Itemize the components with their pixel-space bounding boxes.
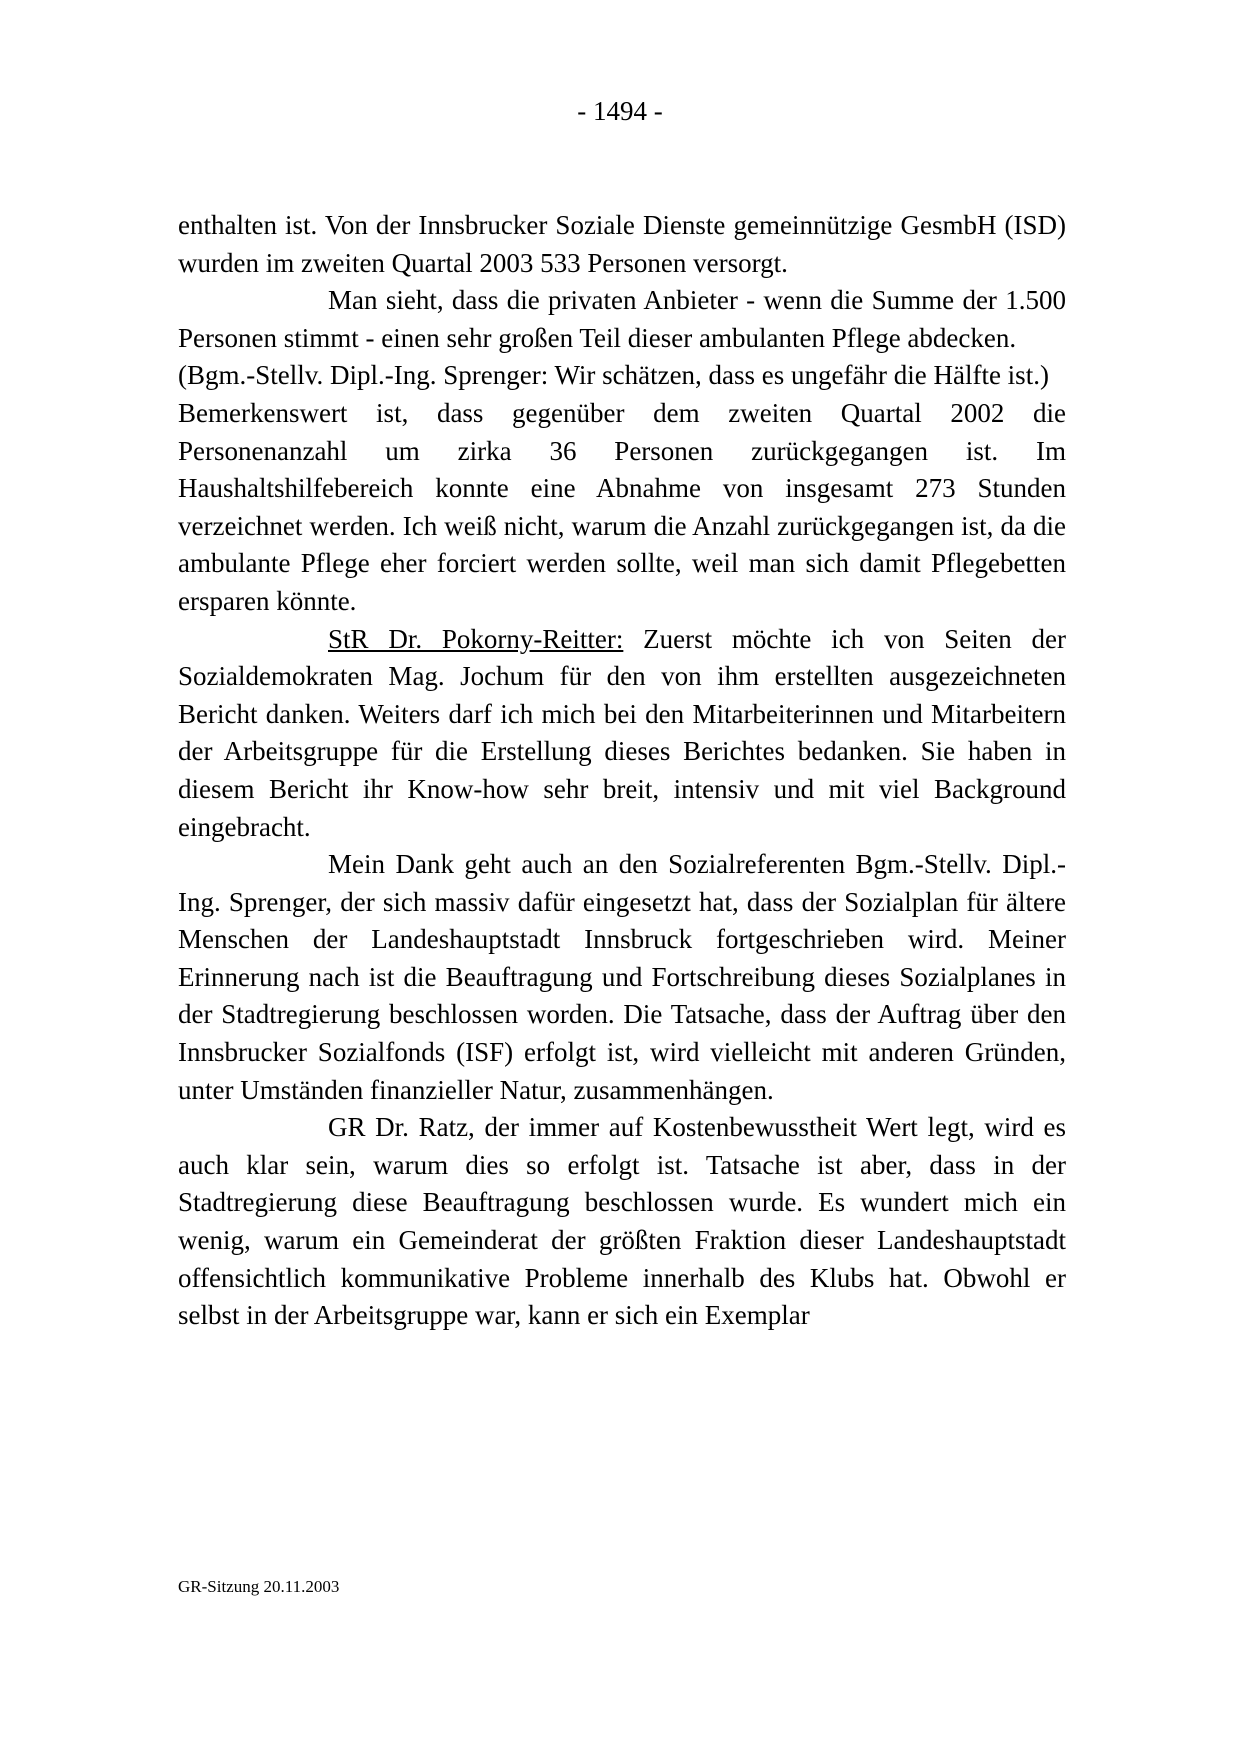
paragraph-pokorny-reitter bbox=[178, 621, 1066, 847]
interjection-sprenger: (Bgm.-Stellv. Dipl.-Ing. Sprenger: Wir schätzen, dass es ungefähr die Hälfte ist.) bbox=[178, 360, 1049, 391]
speech-text: Zuerst möchte ich von Seiten der Sozialdemokraten Mag. Jochum für den von ihm erstellten ausgezeichneten Bericht danken. Weiters darf ich mich bei den Mitarbeiterinnen und Mitarbeitern der Arbeitsgruppe für die Erstellung dieses Berichtes bedanken. Sie haben in diesem Bericht ihr Know-how sehr breit, intensiv und mit viel Background eingebracht. bbox=[178, 623, 1066, 842]
paragraph-6: GR Dr. Ratz, der immer auf Kostenbewusstheit Wert legt, wird es auch klar sein, warum dies so erfolgt ist. Tatsache ist aber, dass in der Stadtregierung diese Beauftragung beschlossen wurde. Es wundert mich ein wenig, warum ein Gemeinderat der größten Fraktion dieser Landeshauptstadt offensichtlich kommunikative Probleme innerhalb des Klubs hat. Obwohl er selbst in der Arbeitsgruppe war, kann er sich ein Exemplar bbox=[178, 1112, 1066, 1331]
document-body bbox=[178, 207, 1066, 1335]
footer-session-date: GR-Sitzung 20.11.2003 bbox=[178, 1577, 340, 1596]
paragraph-1: enthalten ist. Von der Innsbrucker Soziale Dienste gemeinnützige GesmbH (ISD) wurden im zweiten Quartal 2003 533 Personen versorgt. bbox=[178, 210, 1066, 278]
speaker-name: StR Dr. Pokorny-Reitter: bbox=[328, 623, 624, 654]
paragraph-5: Mein Dank geht auch an den Sozialreferenten Bgm.-Stellv. Dipl.-Ing. Sprenger, der sich massiv dafür eingesetzt hat, dass der Sozialplan für ältere Menschen der Landeshauptstadt Innsbruck fortgeschrieben wird. Meiner Erinnerung nach ist die Beauftragung und Fortschreibung dieses Sozialplanes in der Stadtregierung beschlossen worden. Die Tatsache, dass der Auftrag über den Innsbrucker Sozialfonds (ISF) erfolgt ist, wird vielleicht mit anderen Gründen, unter Umständen finanzieller Natur, zusammenhängen. bbox=[178, 849, 1066, 1105]
paragraph-3: Bemerkenswert ist, dass gegenüber dem zweiten Quartal 2002 die Personenanzahl um zirka 36 Personen zurückgegangen ist. Im Haushaltshilfebereich konnte eine Abnahme von insgesamt 273 Stunden verzeichnet werden. Ich weiß nicht, warum die Anzahl zurückgegangen ist, da die ambulante Pflege eher forciert werden sollte, weil man sich damit Pflegebetten ersparen könnte. bbox=[178, 397, 1066, 616]
page-number: - 1494 - bbox=[577, 96, 663, 126]
paragraph-2: Man sieht, dass die privaten Anbieter - wenn die Summe der 1.500 Personen stimmt - einen sehr großen Teil dieser ambulanten Pflege abdecken. bbox=[178, 285, 1066, 353]
